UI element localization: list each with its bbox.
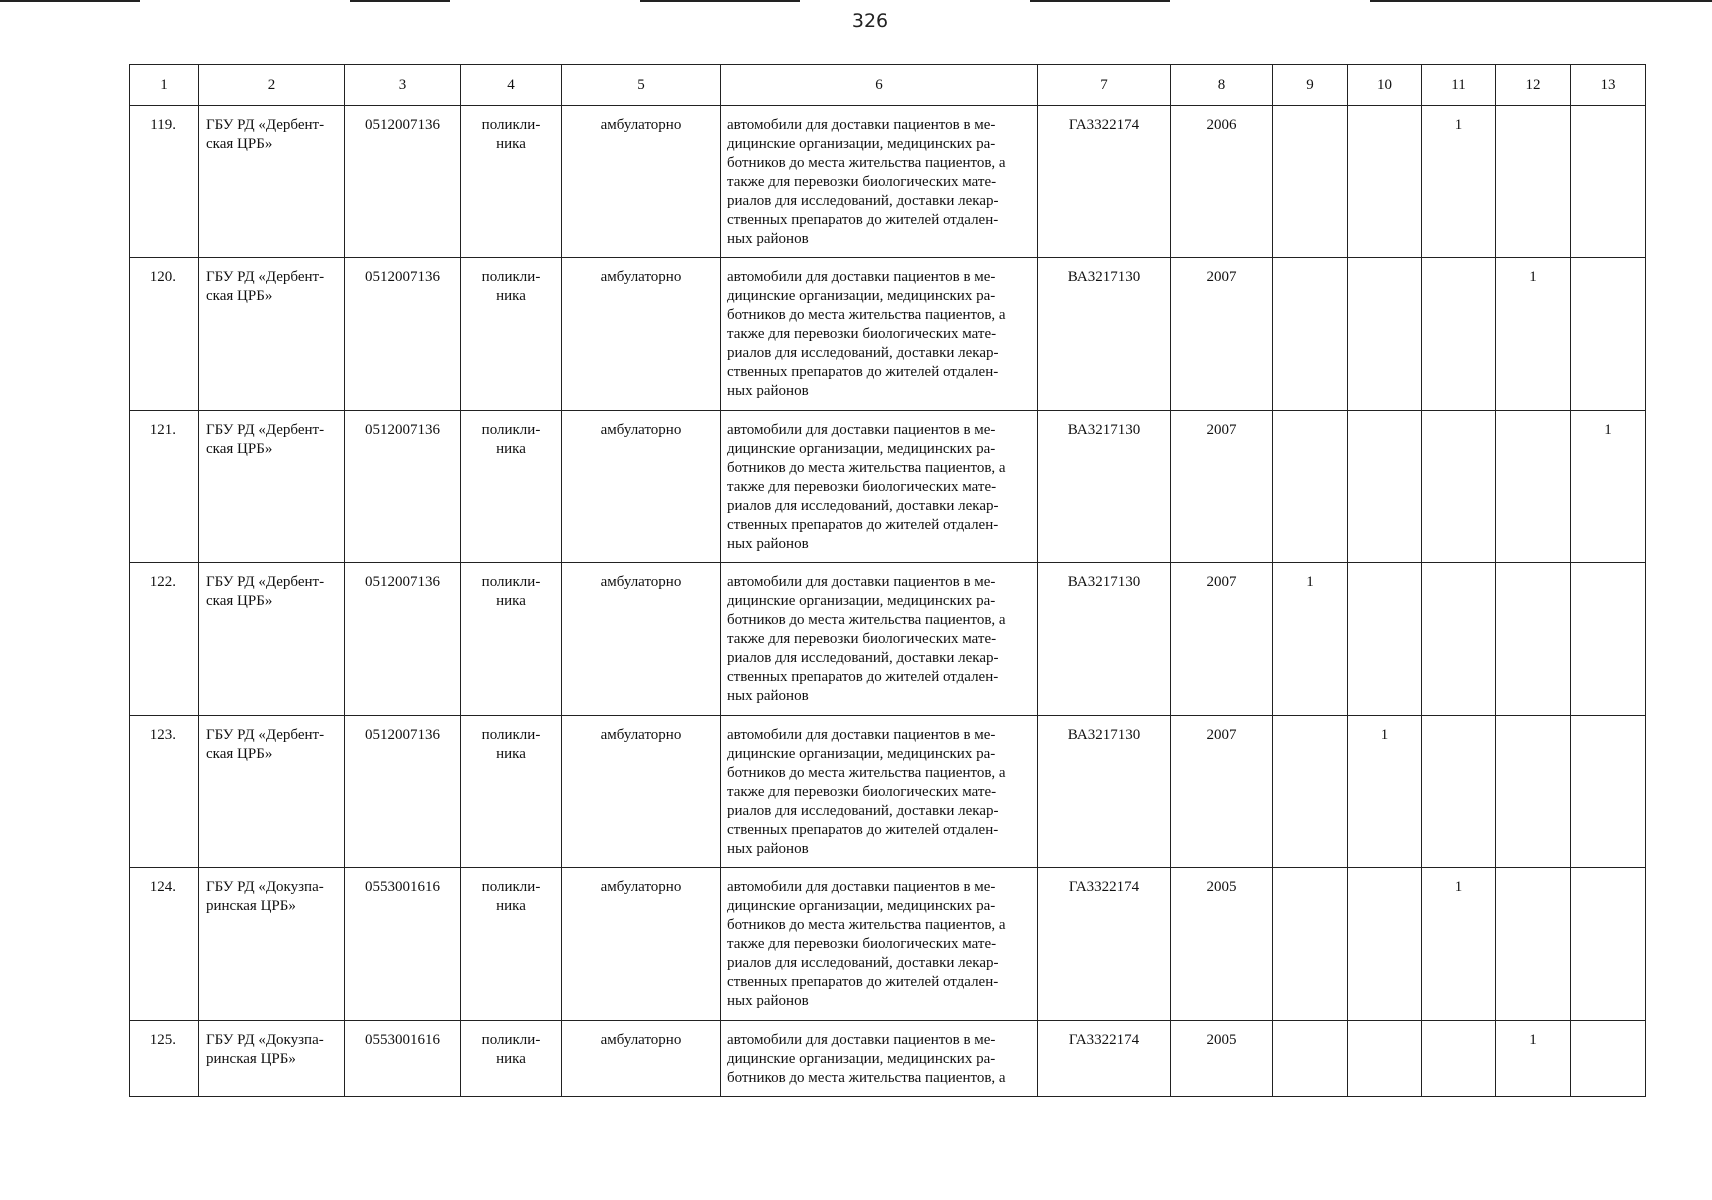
col-11-count	[1422, 1021, 1496, 1097]
col-13-count	[1571, 716, 1646, 868]
care-mode: амбулаторно	[562, 258, 721, 411]
scan-top-edge-line	[640, 0, 800, 2]
vehicle-year: 2007	[1171, 411, 1273, 563]
facility-type: поликли- ника	[461, 411, 562, 563]
scan-top-edge-line	[1370, 0, 1712, 2]
vehicle-purpose: автомобили для доставки пациентов в ме- дицинские организации, медицинских ра- ботников до места жительства пациентов, а также для перевозки биологических мате- риалов для исследований, доставки лекар- ственных препаратов до жителей отдален- ных районов	[721, 563, 1038, 716]
col-11-count	[1422, 563, 1496, 716]
table-row	[130, 411, 1646, 563]
row-number: 122.	[130, 563, 199, 716]
column-header: 4	[461, 65, 562, 106]
organization-name: ГБУ РД «Докузпа- ринская ЦРБ»	[199, 868, 345, 1021]
care-mode: амбулаторно	[562, 106, 721, 258]
col-12-count	[1496, 411, 1571, 563]
col-12-count	[1496, 716, 1571, 868]
table-row	[130, 258, 1646, 411]
care-mode: амбулаторно	[562, 411, 721, 563]
col-9-count: 1	[1273, 563, 1348, 716]
vehicle-purpose: автомобили для доставки пациентов в ме- дицинские организации, медицинских ра- ботников до места жительства пациентов, а также для перевозки биологических мате- риалов для исследований, доставки лекар- ственных препаратов до жителей отдален- ных районов	[721, 106, 1038, 258]
col-10-count	[1348, 106, 1422, 258]
col-10-count	[1348, 1021, 1422, 1097]
vehicle-model: ВА3217130	[1038, 258, 1171, 411]
care-mode: амбулаторно	[562, 716, 721, 868]
column-header: 6	[721, 65, 1038, 106]
table-row	[130, 716, 1646, 868]
column-number-header-row	[130, 65, 1646, 106]
col-9-count	[1273, 1021, 1348, 1097]
inn-code: 0553001616	[345, 868, 461, 1021]
col-10-count	[1348, 868, 1422, 1021]
vehicle-year: 2007	[1171, 563, 1273, 716]
vehicle-registry-table	[129, 64, 1646, 1097]
column-header: 1	[130, 65, 199, 106]
vehicle-purpose: автомобили для доставки пациентов в ме- дицинские организации, медицинских ра- ботников до места жительства пациентов, а также для перевозки биологических мате- риалов для исследований, доставки лекар- ственных препаратов до жителей отдален- ных районов	[721, 716, 1038, 868]
scan-top-edge-line	[0, 0, 140, 2]
care-mode: амбулаторно	[562, 868, 721, 1021]
vehicle-model: ГА3322174	[1038, 1021, 1171, 1097]
col-10-count: 1	[1348, 716, 1422, 868]
facility-type: поликли- ника	[461, 1021, 562, 1097]
vehicle-year: 2005	[1171, 1021, 1273, 1097]
organization-name: ГБУ РД «Докузпа- ринская ЦРБ»	[199, 1021, 345, 1097]
facility-type: поликли- ника	[461, 106, 562, 258]
scan-top-edge-line	[350, 0, 450, 2]
table-row	[130, 106, 1646, 258]
column-header: 7	[1038, 65, 1171, 106]
vehicle-purpose: автомобили для доставки пациентов в ме- дицинские организации, медицинских ра- ботников до места жительства пациентов, а также для перевозки биологических мате- риалов для исследований, доставки лекар- ственных препаратов до жителей отдален- ных районов	[721, 258, 1038, 411]
column-header: 11	[1422, 65, 1496, 106]
column-header: 12	[1496, 65, 1571, 106]
table-row	[130, 868, 1646, 1021]
column-header: 3	[345, 65, 461, 106]
col-13-count	[1571, 1021, 1646, 1097]
column-header: 13	[1571, 65, 1646, 106]
vehicle-purpose: автомобили для доставки пациентов в ме- дицинские организации, медицинских ра- ботников до места жительства пациентов, а также для перевозки биологических мате- риалов для исследований, доставки лекар- ственных препаратов до жителей отдален- ных районов	[721, 411, 1038, 563]
vehicle-purpose: автомобили для доставки пациентов в ме- дицинские организации, медицинских ра- ботников до места жительства пациентов, а также для перевозки биологических мате- риалов для исследований, доставки лекар- ственных препаратов до жителей отдален- ных районов	[721, 868, 1038, 1021]
col-9-count	[1273, 716, 1348, 868]
column-header: 9	[1273, 65, 1348, 106]
table-row	[130, 1021, 1646, 1097]
col-11-count	[1422, 716, 1496, 868]
table-row	[130, 563, 1646, 716]
col-9-count	[1273, 868, 1348, 1021]
col-10-count	[1348, 258, 1422, 411]
facility-type: поликли- ника	[461, 258, 562, 411]
inn-code: 0553001616	[345, 1021, 461, 1097]
col-11-count	[1422, 258, 1496, 411]
col-13-count	[1571, 106, 1646, 258]
vehicle-model: ВА3217130	[1038, 563, 1171, 716]
row-number: 123.	[130, 716, 199, 868]
inn-code: 0512007136	[345, 106, 461, 258]
col-10-count	[1348, 563, 1422, 716]
col-11-count: 1	[1422, 106, 1496, 258]
organization-name: ГБУ РД «Дербент- ская ЦРБ»	[199, 411, 345, 563]
scan-top-edge-line	[1030, 0, 1170, 2]
vehicle-year: 2005	[1171, 868, 1273, 1021]
organization-name: ГБУ РД «Дербент- ская ЦРБ»	[199, 716, 345, 868]
vehicle-year: 2006	[1171, 106, 1273, 258]
facility-type: поликли- ника	[461, 716, 562, 868]
vehicle-model: ВА3217130	[1038, 716, 1171, 868]
col-13-count	[1571, 258, 1646, 411]
col-9-count	[1273, 106, 1348, 258]
vehicle-model: ГА3322174	[1038, 868, 1171, 1021]
column-header: 5	[562, 65, 721, 106]
organization-name: ГБУ РД «Дербент- ская ЦРБ»	[199, 106, 345, 258]
column-header: 10	[1348, 65, 1422, 106]
row-number: 125.	[130, 1021, 199, 1097]
col-9-count	[1273, 258, 1348, 411]
col-12-count	[1496, 106, 1571, 258]
inn-code: 0512007136	[345, 716, 461, 868]
vehicle-year: 2007	[1171, 716, 1273, 868]
care-mode: амбулаторно	[562, 563, 721, 716]
row-number: 120.	[130, 258, 199, 411]
col-9-count	[1273, 411, 1348, 563]
organization-name: ГБУ РД «Дербент- ская ЦРБ»	[199, 258, 345, 411]
column-header: 2	[199, 65, 345, 106]
vehicle-model: ВА3217130	[1038, 411, 1171, 563]
page-number: 326	[851, 10, 889, 32]
inn-code: 0512007136	[345, 563, 461, 716]
inn-code: 0512007136	[345, 411, 461, 563]
col-13-count	[1571, 868, 1646, 1021]
col-13-count: 1	[1571, 411, 1646, 563]
vehicle-year: 2007	[1171, 258, 1273, 411]
vehicle-model: ГА3322174	[1038, 106, 1171, 258]
row-number: 124.	[130, 868, 199, 1021]
col-12-count	[1496, 868, 1571, 1021]
column-header: 8	[1171, 65, 1273, 106]
col-12-count	[1496, 563, 1571, 716]
col-12-count: 1	[1496, 1021, 1571, 1097]
care-mode: амбулаторно	[562, 1021, 721, 1097]
organization-name: ГБУ РД «Дербент- ская ЦРБ»	[199, 563, 345, 716]
vehicle-purpose: автомобили для доставки пациентов в ме- дицинские организации, медицинских ра- ботников до места жительства пациентов, а	[721, 1021, 1038, 1097]
col-11-count: 1	[1422, 868, 1496, 1021]
col-13-count	[1571, 563, 1646, 716]
col-11-count	[1422, 411, 1496, 563]
facility-type: поликли- ника	[461, 563, 562, 716]
col-12-count: 1	[1496, 258, 1571, 411]
facility-type: поликли- ника	[461, 868, 562, 1021]
row-number: 119.	[130, 106, 199, 258]
col-10-count	[1348, 411, 1422, 563]
row-number: 121.	[130, 411, 199, 563]
inn-code: 0512007136	[345, 258, 461, 411]
